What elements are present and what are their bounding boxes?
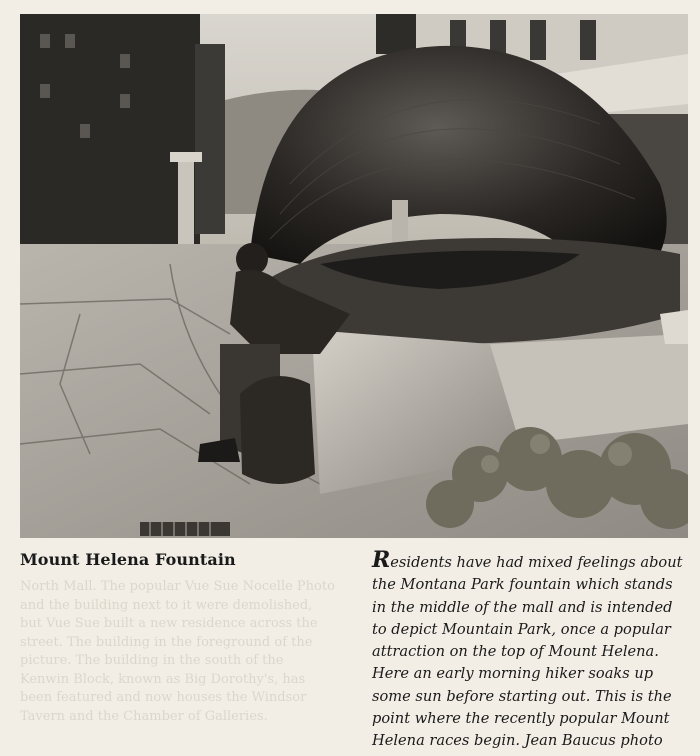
drop-cap: R xyxy=(372,547,391,573)
bleed-through-text: North Mall. The popular Vue Sue Nocelle Photo and the building next to it were demolished, but Vue Sue built a new residence across the street. The building in the foreground of the picture. The building in the south of the Kenwin Block, known as Big Dorothy's, has been featured and now houses the Windsor Tavern and the Chamber of Galleries. xyxy=(20,579,335,724)
fountain-photo xyxy=(20,14,688,538)
fountain-photo-drawing xyxy=(20,14,688,538)
caption-text: esidents have had mixed feelings about the Montana Park fountain which stands in the middle of the mall and is intended to depict Mountain Park, once a popular attraction on the top of Mount Helena. Here an early morning hiker soaks up some sun before starting out. This is the point where the recently popular Mount Helena races begin. Jean Baucus photo xyxy=(372,554,683,750)
caption-body xyxy=(372,547,688,753)
caption-title: Mount Helena Fountain xyxy=(20,550,236,569)
